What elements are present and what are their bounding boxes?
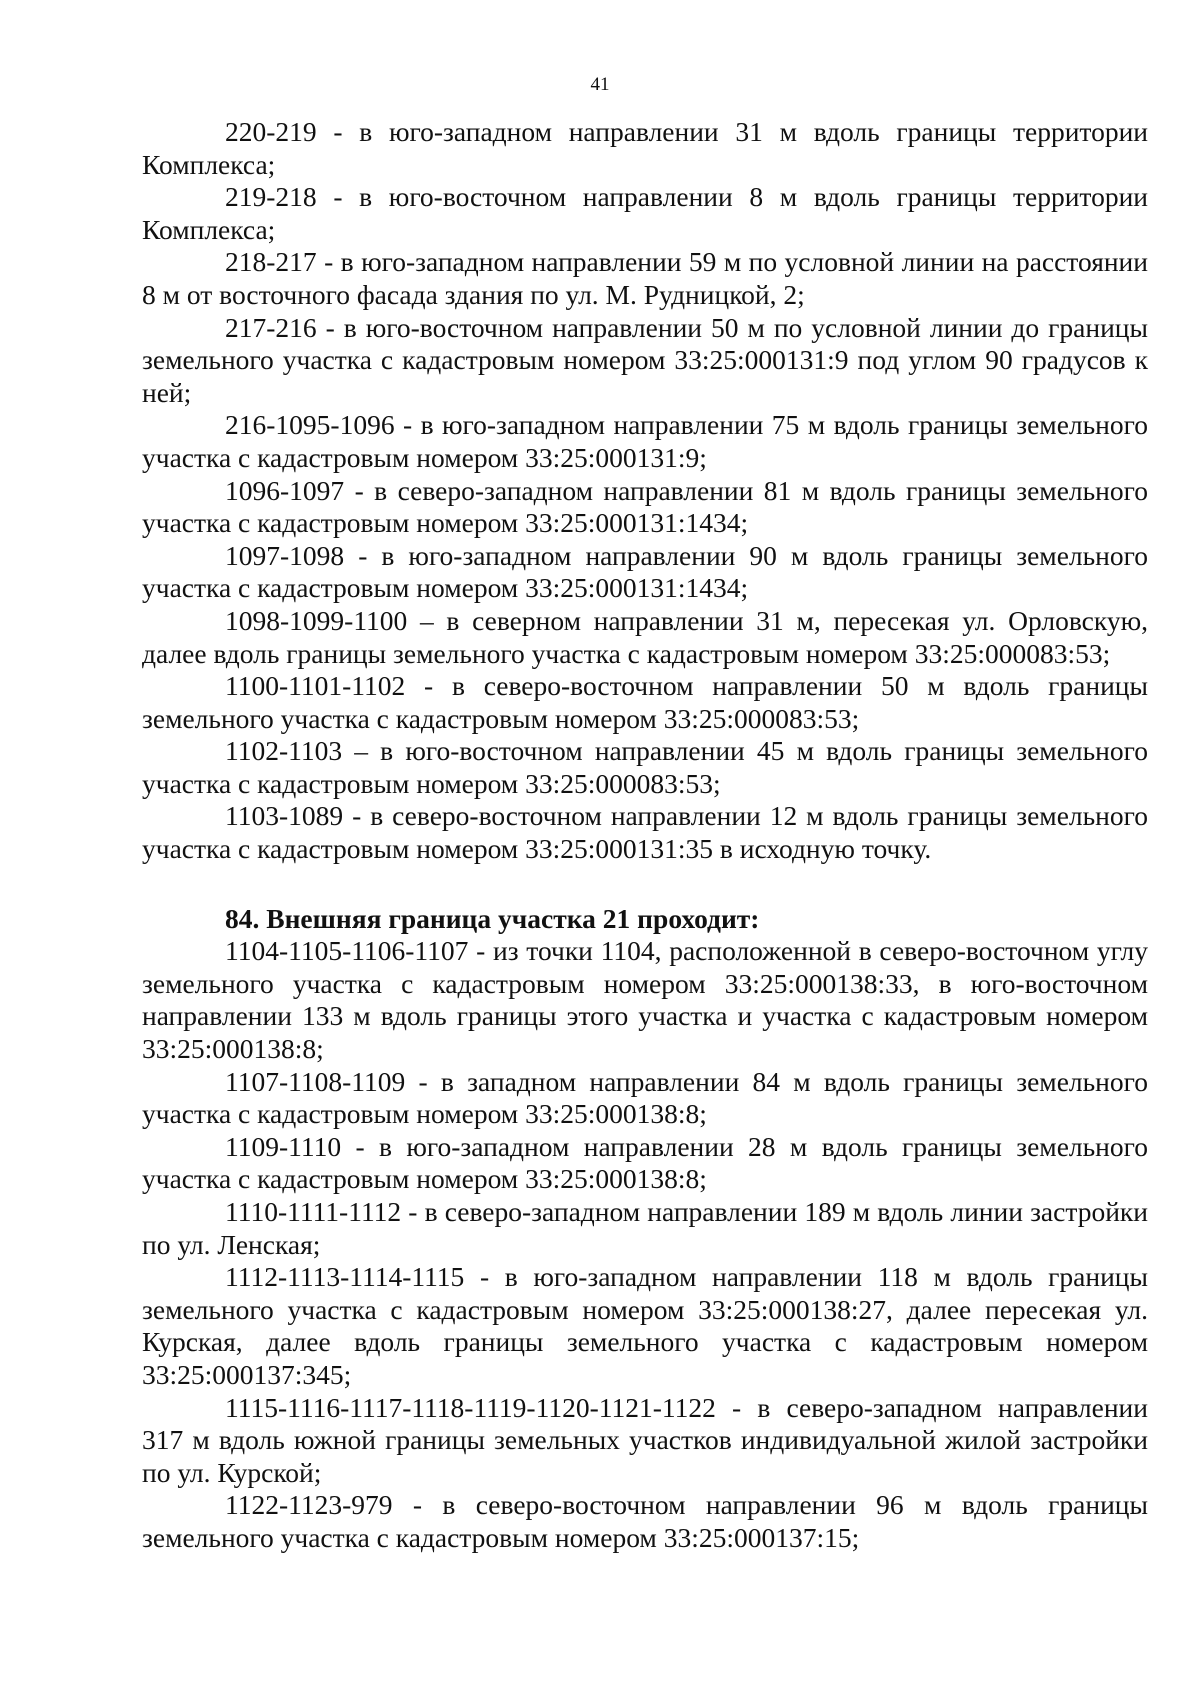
- paragraph: 218-217 - в юго-западном направлении 59 м по условной линии на расстоянии 8 м от восточного фасада здания по ул. М. Рудницкой, 2;: [142, 246, 1148, 310]
- paragraph: 1110-1111-1112 - в северо-западном направлении 189 м вдоль линии застройки по ул. Ленская;: [142, 1196, 1148, 1260]
- paragraph: 1115-1116-1117-1118-1119-1120-1121-1122 - в северо-западном направлении 317 м вдоль южной границы земельных участков индивидуальной жилой застройки по ул. Курской;: [142, 1391, 1148, 1488]
- section-heading: 84. Внешняя граница участка 21 проходит:: [225, 902, 760, 934]
- paragraph: 1096-1097 - в северо-западном направлении 81 м вдоль границы земельного участка с кадастровым номером 33:25:000131:1434;: [142, 474, 1148, 539]
- document-body: [142, 116, 1148, 1555]
- page-number: 41: [590, 74, 610, 95]
- paragraph: 217-216 - в юго-восточном направлении 50 м по условной линии до границы земельного участка с кадастровым номером 33:25:000131:9 под углом 90 градусов к ней;: [142, 311, 1148, 408]
- paragraph: 1122-1123-979 - в северо-восточном направлении 96 м вдоль границы земельного участка с кадастровым номером 33:25:000137:15;: [142, 1489, 1148, 1553]
- paragraph: 216-1095-1096 - в юго-западном направлении 75 м вдоль границы земельного участка с кадастровым номером 33:25:000131:9;: [142, 409, 1148, 473]
- paragraph: 1098-1099-1100 – в северном направлении 31 м, пересекая ул. Орловскую, далее вдоль границы земельного участка с кадастровым номером 33:25:000083:53;: [142, 604, 1148, 669]
- paragraph: 1104-1105-1106-1107 - из точки 1104, расположенной в северо-восточном углу земельного участка с кадастровым номером 33:25:000138:33, в юго-восточном направлении 133 м вдоль границы этого участка и участка с кадастровым номером 33:25:000138:8;: [142, 935, 1148, 1065]
- paragraph: 1109-1110 - в юго-западном направлении 28 м вдоль границы земельного участка с кадастровым номером 33:25:000138:8;: [142, 1130, 1148, 1195]
- paragraph: 1102-1103 – в юго-восточном направлении 45 м вдоль границы земельного участка с кадастровым номером 33:25:000083:53;: [142, 735, 1148, 799]
- paragraph: 1097-1098 - в юго-западном направлении 90 м вдоль границы земельного участка с кадастровым номером 33:25:000131:1434;: [142, 539, 1148, 604]
- paragraph: 1107-1108-1109 - в западном направлении 84 м вдоль границы земельного участка с кадастровым номером 33:25:000138:8;: [142, 1065, 1148, 1130]
- paragraph: 1103-1089 - в северо-восточном направлении 12 м вдоль границы земельного участка с кадастровым номером 33:25:000131:35 в исходную точку.: [142, 800, 1148, 865]
- paragraph: 1100-1101-1102 - в северо-восточном направлении 50 м вдоль границы земельного участка с кадастровым номером 33:25:000083:53;: [142, 670, 1148, 734]
- paragraph: 1112-1113-1114-1115 - в юго-западном направлении 118 м вдоль границы земельного участка с кадастровым номером 33:25:000138:27, далее пересекая ул. Курская, далее вдоль границы земельного участка с кадастровым номером 33:25:000137:345;: [142, 1261, 1148, 1390]
- paragraph: 220-219 - в юго-западном направлении 31 м вдоль границы территории Комплекса;: [142, 116, 1148, 180]
- paragraph: 219-218 - в юго-восточном направлении 8 м вдоль границы территории Комплекса;: [142, 181, 1148, 245]
